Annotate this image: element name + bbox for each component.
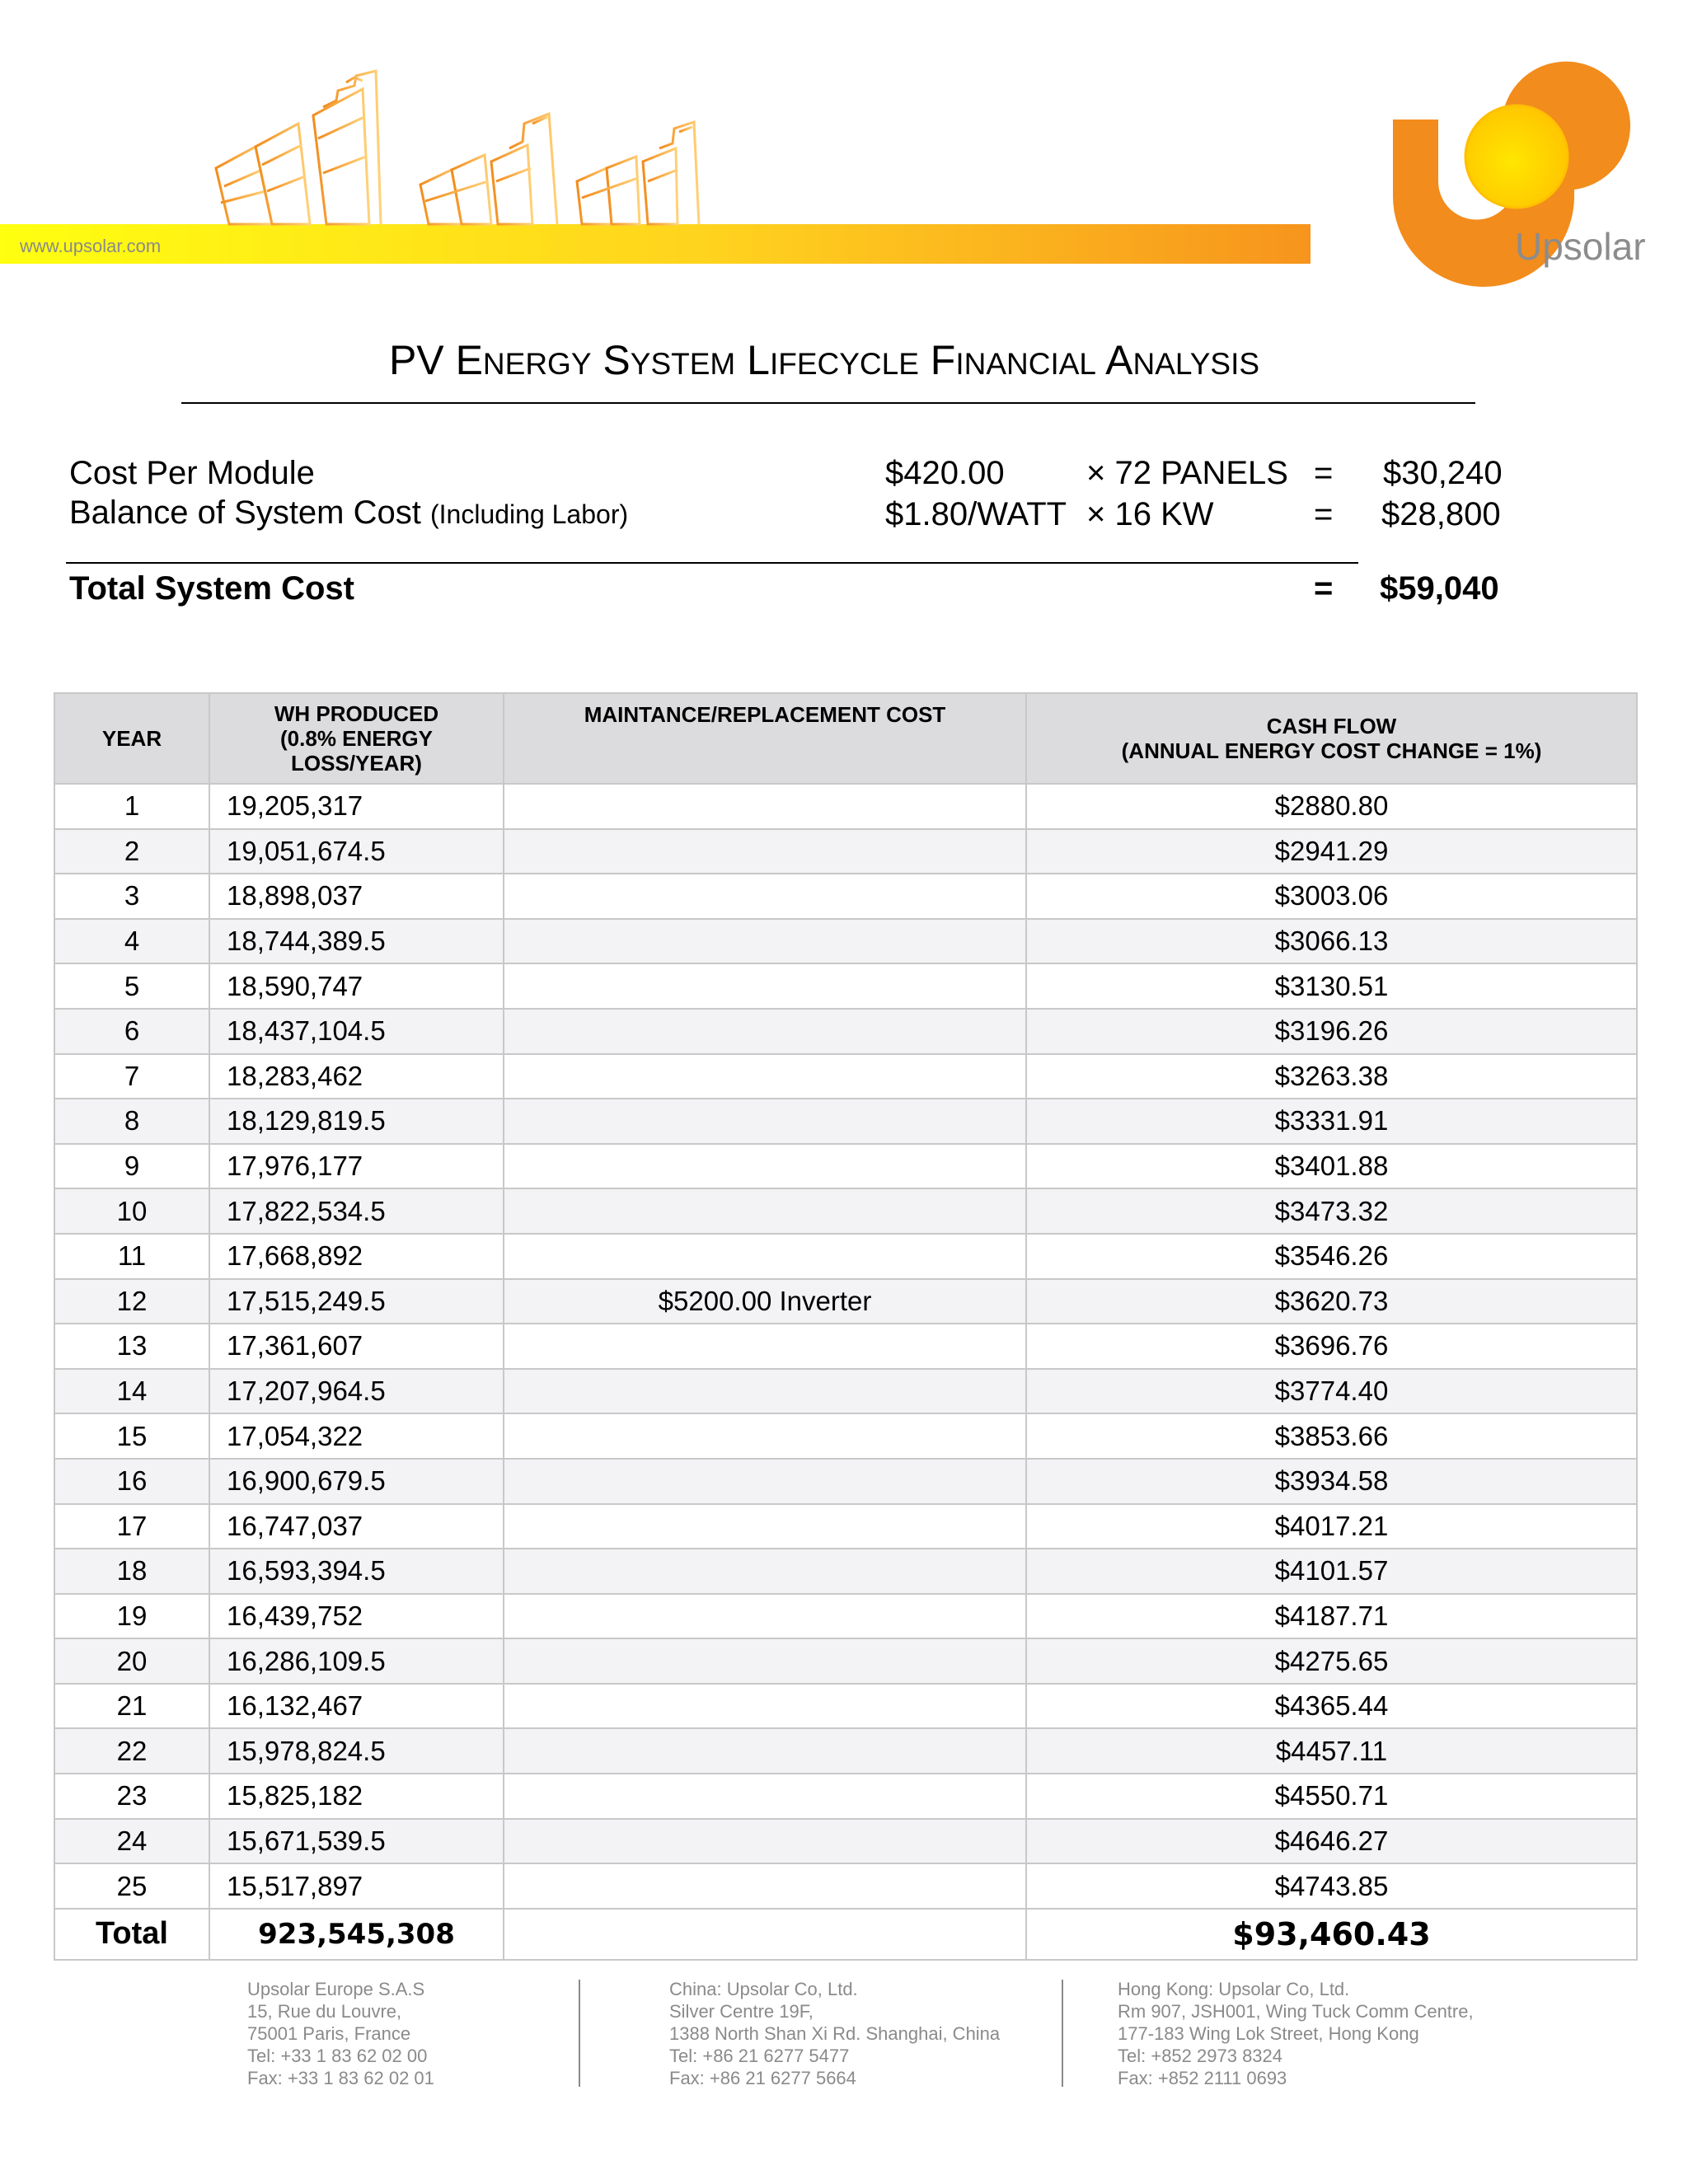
row-wh-produced: 16,593,394.5	[209, 1549, 504, 1594]
table-row	[54, 1549, 1637, 1594]
total-wh-produced: 923,545,308	[209, 1909, 504, 1960]
row-cash-flow: $3196.26	[1026, 1009, 1637, 1054]
row-cash-flow: $4646.27	[1026, 1819, 1637, 1864]
row-year: 6	[54, 1009, 209, 1054]
row-maintenance-cost	[504, 1009, 1026, 1054]
table-row	[54, 1369, 1637, 1414]
table-total-row	[54, 1909, 1637, 1960]
row-cash-flow: $3620.73	[1026, 1279, 1637, 1324]
title-word-analysis: ANALYSIS	[1105, 337, 1260, 383]
row-wh-produced: 17,668,892	[209, 1234, 504, 1279]
row-year: 8	[54, 1099, 209, 1144]
document-title	[0, 336, 1648, 384]
table-row	[54, 1728, 1637, 1774]
footer-china-address: China: Upsolar Co, Ltd. Silver Centre 19F, 1388 North Shan Xi Rd. Shanghai, China Tel: +86 21 6277 5477 Fax: +86 21 6277 5664	[669, 1979, 1001, 2088]
table-row	[54, 784, 1637, 829]
row-maintenance-cost	[504, 919, 1026, 964]
table-row	[54, 874, 1637, 919]
row-cash-flow: $3263.38	[1026, 1054, 1637, 1099]
table-row	[54, 1099, 1637, 1144]
table-row	[54, 1863, 1637, 1909]
row-maintenance-cost	[504, 1099, 1026, 1144]
row-year: 14	[54, 1369, 209, 1414]
module-equals: =	[1314, 455, 1334, 491]
row-year: 9	[54, 1144, 209, 1189]
bos-label-note: (Including Labor)	[429, 499, 629, 529]
row-cash-flow: $4101.57	[1026, 1549, 1637, 1594]
row-wh-produced: 16,439,752	[209, 1594, 504, 1639]
row-maintenance-cost	[504, 784, 1026, 829]
row-wh-produced: 17,207,964.5	[209, 1369, 504, 1414]
bos-cost-label: Balance of System Cost (Including Labor)	[69, 494, 629, 531]
row-year: 22	[54, 1728, 209, 1774]
row-year: 5	[54, 963, 209, 1009]
footer-hongkong-address: Hong Kong: Upsolar Co, Ltd. Rm 907, JSH001, Wing Tuck Comm Centre, 177-183 Wing Lok Street, Hong Kong Tel: +852 2973 8324 Fax: +852 2111 0693	[1118, 1979, 1474, 2088]
row-wh-produced: 18,590,747	[209, 963, 504, 1009]
row-wh-produced: 18,898,037	[209, 874, 504, 919]
row-maintenance-cost	[504, 1684, 1026, 1729]
row-cash-flow: $3696.76	[1026, 1324, 1637, 1369]
total-label: Total	[54, 1909, 209, 1960]
row-year: 17	[54, 1504, 209, 1549]
table-row	[54, 1638, 1637, 1684]
row-cash-flow: $3546.26	[1026, 1234, 1637, 1279]
header-year: YEAR	[54, 693, 209, 784]
module-multiplier: × 72 PANELS	[1086, 455, 1288, 491]
row-year: 20	[54, 1638, 209, 1684]
row-wh-produced: 17,515,249.5	[209, 1279, 504, 1324]
row-wh-produced: 16,747,037	[209, 1504, 504, 1549]
row-maintenance-cost	[504, 1324, 1026, 1369]
lifecycle-table	[54, 692, 1638, 1961]
table-body	[54, 784, 1637, 1909]
row-wh-produced: 18,129,819.5	[209, 1099, 504, 1144]
table-row	[54, 1279, 1637, 1324]
row-wh-produced: 16,286,109.5	[209, 1638, 504, 1684]
row-maintenance-cost	[504, 1188, 1026, 1234]
bos-unit-price: $1.80/WATT	[885, 496, 1067, 532]
row-cash-flow: $3774.40	[1026, 1369, 1637, 1414]
row-year: 3	[54, 874, 209, 919]
row-wh-produced: 15,517,897	[209, 1863, 504, 1909]
table-row	[54, 1684, 1637, 1729]
row-cash-flow: $3473.32	[1026, 1188, 1637, 1234]
row-maintenance-cost: $5200.00 Inverter	[504, 1279, 1026, 1324]
title-word-pv: PV	[388, 337, 444, 383]
row-year: 18	[54, 1549, 209, 1594]
table-row	[54, 1009, 1637, 1054]
row-maintenance-cost	[504, 963, 1026, 1009]
row-year: 4	[54, 919, 209, 964]
table-row	[54, 1188, 1637, 1234]
row-maintenance-cost	[504, 1774, 1026, 1819]
row-cash-flow: $3331.91	[1026, 1099, 1637, 1144]
row-maintenance-cost	[504, 829, 1026, 874]
row-wh-produced: 18,437,104.5	[209, 1009, 504, 1054]
table-row	[54, 829, 1637, 874]
row-wh-produced: 16,900,679.5	[209, 1459, 504, 1504]
row-year: 1	[54, 784, 209, 829]
footer-separator	[1062, 1980, 1063, 2087]
title-word-lifecycle: LIFECYCLE	[747, 337, 919, 383]
row-wh-produced: 18,283,462	[209, 1054, 504, 1099]
row-maintenance-cost	[504, 1234, 1026, 1279]
row-maintenance-cost	[504, 1819, 1026, 1864]
header-maintenance-cost: MAINTANCE/REPLACEMENT COST	[504, 693, 1026, 784]
row-cash-flow: $2941.29	[1026, 829, 1637, 874]
row-cash-flow: $3401.88	[1026, 1144, 1637, 1189]
website-url[interactable]: www.upsolar.com	[20, 236, 162, 256]
header-banner	[0, 0, 1688, 297]
title-word-system: SYSTEM	[603, 337, 736, 383]
row-year: 24	[54, 1819, 209, 1864]
total-system-cost-label: Total System Cost	[69, 570, 354, 607]
row-maintenance-cost	[504, 1459, 1026, 1504]
row-cash-flow: $4275.65	[1026, 1638, 1637, 1684]
row-maintenance-cost	[504, 1638, 1026, 1684]
table-row	[54, 1819, 1637, 1864]
table-row	[54, 1504, 1637, 1549]
row-maintenance-cost	[504, 1369, 1026, 1414]
row-cash-flow: $4457.11	[1026, 1728, 1637, 1774]
row-cash-flow: $3130.51	[1026, 963, 1637, 1009]
row-maintenance-cost	[504, 1728, 1026, 1774]
row-maintenance-cost	[504, 1549, 1026, 1594]
row-year: 2	[54, 829, 209, 874]
table-row	[54, 963, 1637, 1009]
row-wh-produced: 16,132,467	[209, 1684, 504, 1729]
bos-equals: =	[1314, 496, 1334, 532]
table-row	[54, 1054, 1637, 1099]
row-wh-produced: 15,978,824.5	[209, 1728, 504, 1774]
row-year: 19	[54, 1594, 209, 1639]
solar-panels-illustration-icon	[216, 71, 699, 224]
row-cash-flow: $4550.71	[1026, 1774, 1637, 1819]
row-year: 13	[54, 1324, 209, 1369]
row-maintenance-cost	[504, 1144, 1026, 1189]
table-header-row	[54, 693, 1637, 784]
row-cash-flow: $4365.44	[1026, 1684, 1637, 1729]
row-cash-flow: $4017.21	[1026, 1504, 1637, 1549]
row-wh-produced: 17,822,534.5	[209, 1188, 504, 1234]
table-row	[54, 1459, 1637, 1504]
table-row	[54, 1144, 1637, 1189]
row-year: 21	[54, 1684, 209, 1729]
row-maintenance-cost	[504, 874, 1026, 919]
table-row	[54, 1774, 1637, 1819]
total-cash-flow: $93,460.43	[1026, 1909, 1637, 1960]
cost-divider	[66, 562, 1358, 564]
row-wh-produced: 15,825,182	[209, 1774, 504, 1819]
table-row	[54, 919, 1637, 964]
row-wh-produced: 17,976,177	[209, 1144, 504, 1189]
header-cash-flow: CASH FLOW (ANNUAL ENERGY COST CHANGE = 1%)	[1026, 693, 1637, 784]
row-maintenance-cost	[504, 1863, 1026, 1909]
row-cash-flow: $2880.80	[1026, 784, 1637, 829]
bos-total: $28,800	[1381, 496, 1501, 532]
title-divider	[181, 402, 1475, 404]
footer-separator	[579, 1980, 580, 2087]
row-maintenance-cost	[504, 1504, 1026, 1549]
row-cash-flow: $3853.66	[1026, 1413, 1637, 1459]
total-maintenance	[504, 1909, 1026, 1960]
row-year: 16	[54, 1459, 209, 1504]
row-wh-produced: 17,054,322	[209, 1413, 504, 1459]
title-word-energy: ENERGY	[455, 337, 592, 383]
brand-name: Upsolar	[1515, 225, 1646, 268]
table-row	[54, 1324, 1637, 1369]
row-wh-produced: 15,671,539.5	[209, 1819, 504, 1864]
table-row	[54, 1594, 1637, 1639]
row-year: 12	[54, 1279, 209, 1324]
row-cash-flow: $4187.71	[1026, 1594, 1637, 1639]
row-cash-flow: $3934.58	[1026, 1459, 1637, 1504]
row-year: 7	[54, 1054, 209, 1099]
row-maintenance-cost	[504, 1594, 1026, 1639]
module-total: $30,240	[1383, 455, 1503, 491]
row-cash-flow: $3003.06	[1026, 874, 1637, 919]
row-year: 23	[54, 1774, 209, 1819]
total-system-cost-value: $59,040	[1380, 570, 1499, 607]
row-wh-produced: 17,361,607	[209, 1324, 504, 1369]
module-unit-price: $420.00	[885, 455, 1005, 491]
row-year: 25	[54, 1863, 209, 1909]
row-year: 11	[54, 1234, 209, 1279]
footer-europe-address: Upsolar Europe S.A.S 15, Rue du Louvre, 75001 Paris, France Tel: +33 1 83 62 02 00 Fax: +33 1 83 62 02 01	[247, 1979, 434, 2088]
row-wh-produced: 19,205,317	[209, 784, 504, 829]
row-cash-flow: $4743.85	[1026, 1863, 1637, 1909]
header-gradient-band	[0, 224, 1311, 264]
row-maintenance-cost	[504, 1413, 1026, 1459]
row-maintenance-cost	[504, 1054, 1026, 1099]
row-wh-produced: 18,744,389.5	[209, 919, 504, 964]
row-cash-flow: $3066.13	[1026, 919, 1637, 964]
title-word-financial: FINANCIAL	[930, 337, 1096, 383]
header-wh-produced: WH PRODUCED (0.8% ENERGY LOSS/YEAR)	[209, 693, 504, 784]
total-system-equals: =	[1314, 570, 1334, 607]
table-row	[54, 1413, 1637, 1459]
row-wh-produced: 19,051,674.5	[209, 829, 504, 874]
bos-multiplier: × 16 KW	[1086, 496, 1214, 532]
module-cost-label: Cost Per Module	[69, 455, 315, 491]
row-year: 15	[54, 1413, 209, 1459]
table-row	[54, 1234, 1637, 1279]
row-year: 10	[54, 1188, 209, 1234]
